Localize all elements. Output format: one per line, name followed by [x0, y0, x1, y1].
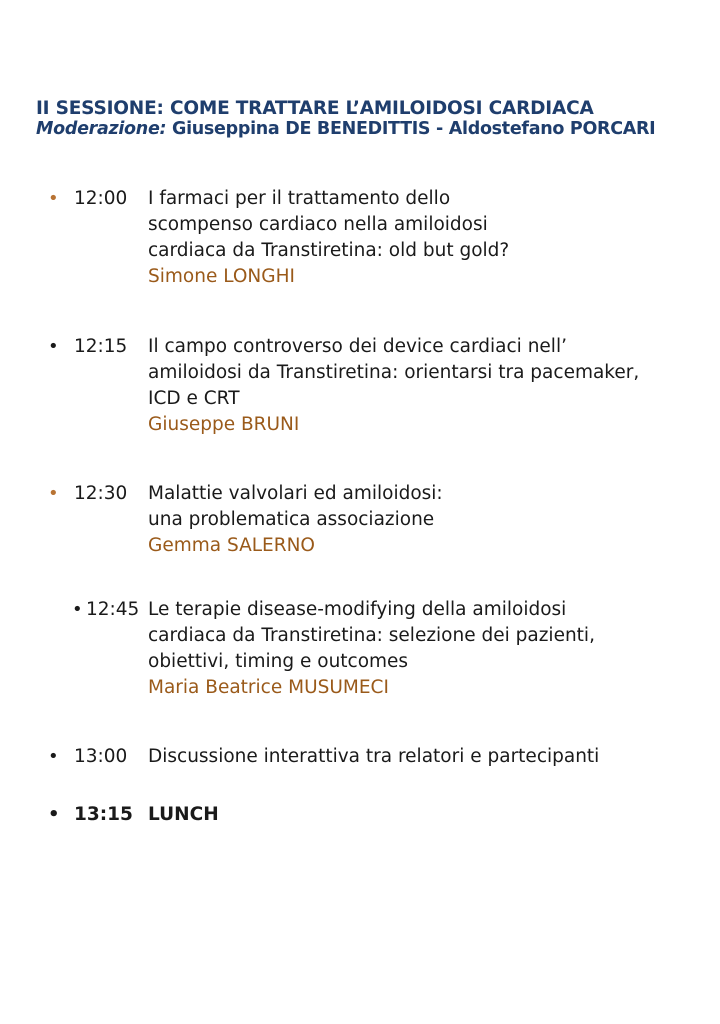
item-title-line: scompenso cardiaco nella amiloidosi — [148, 214, 488, 235]
item-time: 12:00 — [74, 188, 128, 209]
item-content — [148, 802, 708, 828]
item-time: 12:15 — [74, 336, 128, 357]
item-time: 13:15 — [74, 804, 133, 825]
item-speaker: Gemma SALERNO — [148, 535, 315, 556]
item-speaker: Maria Beatrice MUSUMECI — [148, 677, 389, 698]
item-time: 12:30 — [74, 483, 128, 504]
item-title-line: Discussione interattiva tra relatori e partecipanti — [148, 746, 600, 767]
item-speaker: Giuseppe BRUNI — [148, 414, 300, 435]
item-title-line: I farmaci per il trattamento dello — [148, 188, 451, 209]
moderation-names: Giuseppina DE BENEDITTIS - Aldostefano PORCARI — [166, 119, 656, 139]
item-content — [148, 186, 708, 290]
session-header — [36, 98, 706, 140]
item-title-line: Malattie valvolari ed amiloidosi: — [148, 483, 443, 504]
bullet-icon: • — [48, 483, 59, 504]
item-title-line: cardiaca da Transtiretina: selezione dei pazienti, — [148, 625, 595, 646]
lunch-label: LUNCH — [148, 804, 219, 825]
item-title-line: una problematica associazione — [148, 509, 435, 530]
bullet-icon: • — [48, 804, 60, 825]
bullet-icon: • — [48, 188, 59, 209]
item-content — [148, 597, 708, 701]
moderation-label: Moderazione: — [36, 119, 167, 139]
bullet-icon: • — [72, 599, 83, 620]
item-time: 13:00 — [74, 746, 128, 767]
session-title: II SESSIONE: COME TRATTARE L’AMILOIDOSI CARDIACA — [36, 98, 594, 119]
bullet-icon: • — [48, 336, 59, 357]
item-content — [148, 481, 708, 559]
item-title-line: cardiaca da Transtiretina: old but gold? — [148, 240, 510, 261]
item-title-line: Le terapie disease-modifying della amiloidosi — [148, 599, 567, 620]
item-speaker: Simone LONGHI — [148, 266, 295, 287]
item-title-line: amiloidosi da Transtiretina: orientarsi tra pacemaker, — [148, 362, 640, 383]
item-title-line: Il campo controverso dei device cardiaci nell’ — [148, 336, 567, 357]
moderation-line — [36, 119, 706, 140]
item-content — [148, 744, 708, 770]
bullet-icon: • — [48, 746, 59, 767]
item-time: 12:45 — [86, 599, 140, 620]
item-content — [148, 334, 708, 438]
item-title-line: obiettivi, timing e outcomes — [148, 651, 409, 672]
item-title-line: ICD e CRT — [148, 388, 240, 409]
